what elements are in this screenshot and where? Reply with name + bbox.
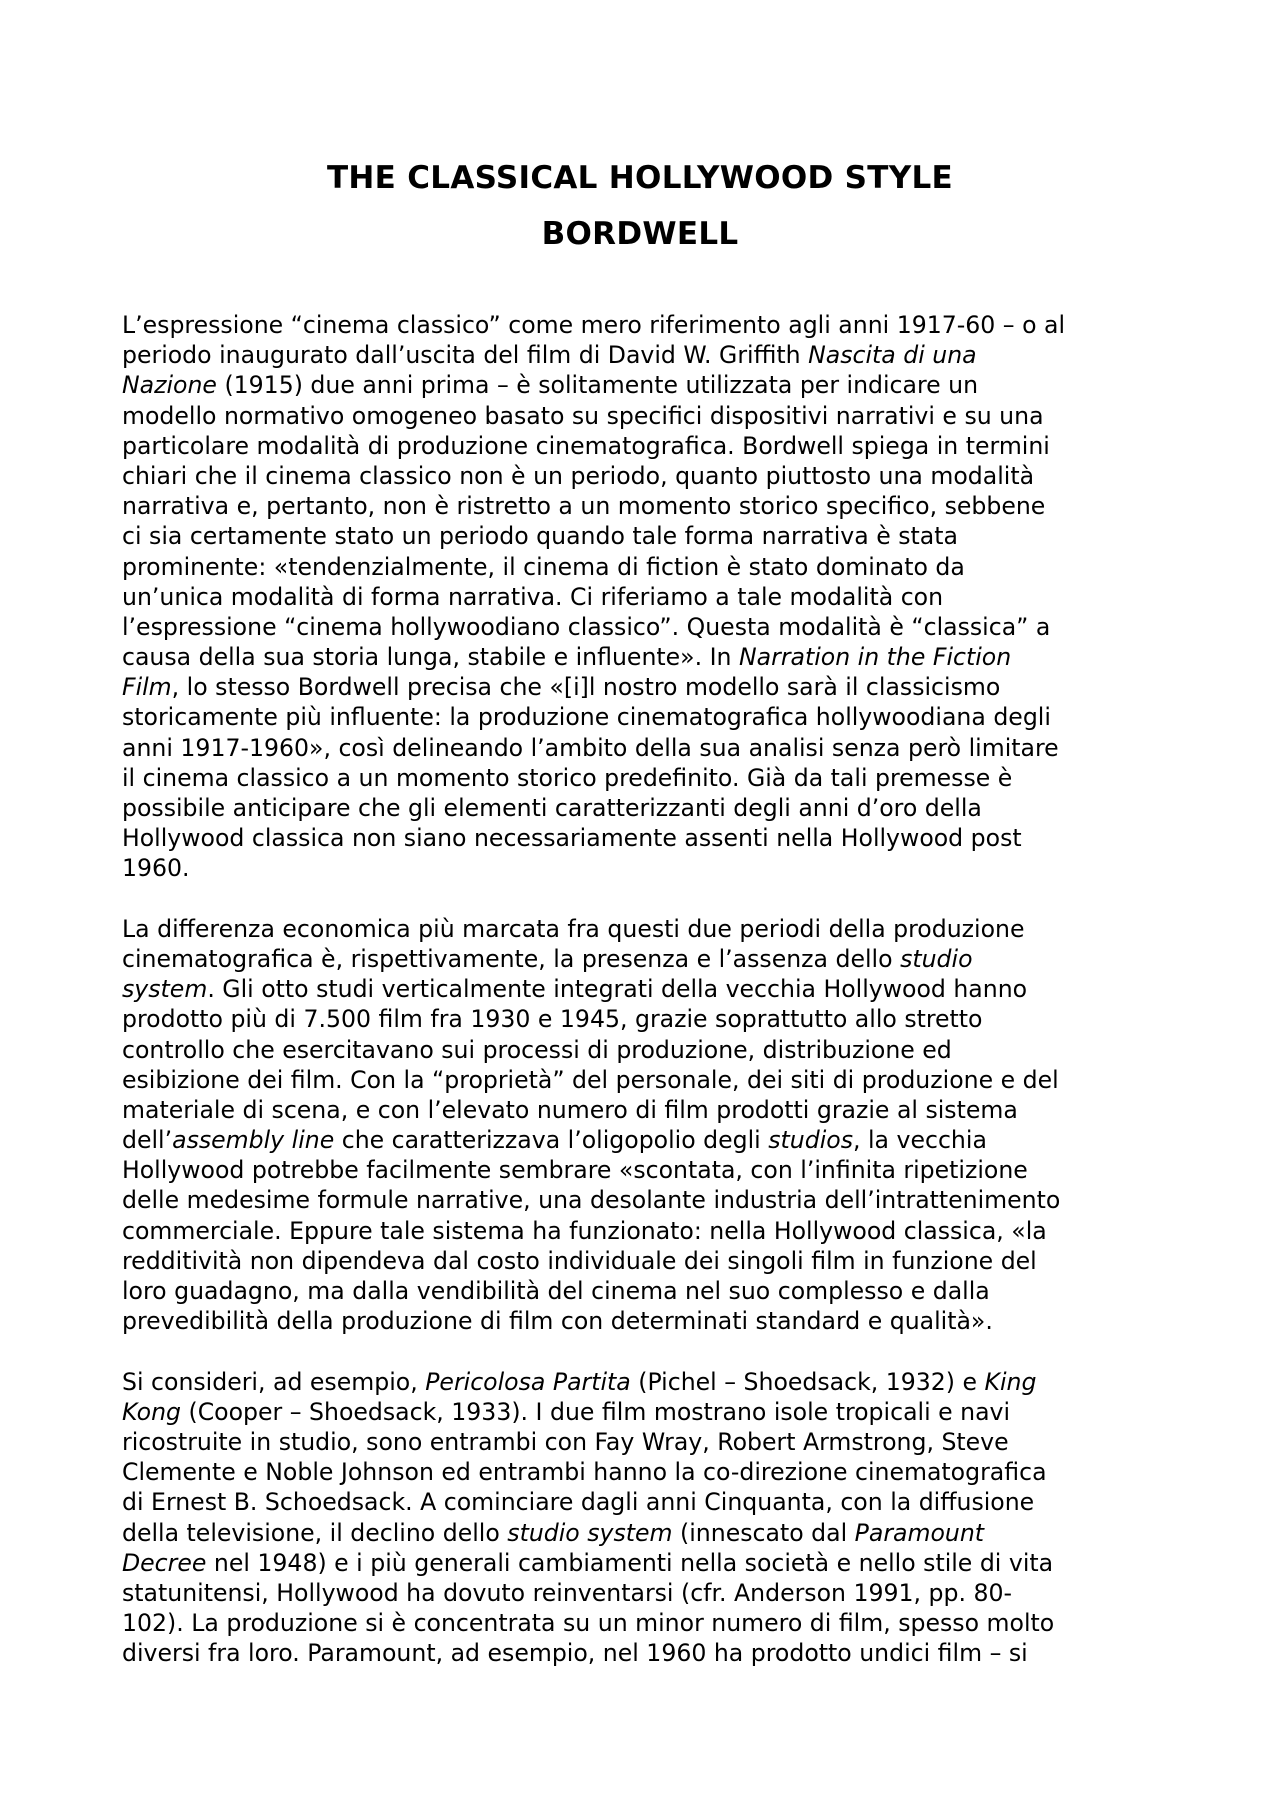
text-line	[122, 1487, 1172, 1517]
text-line	[122, 1608, 1172, 1638]
text-line	[122, 401, 1172, 431]
text-run: Hollywood potrebbe facilmente sembrare «scontata, con l’infinita ripetizione	[122, 1156, 1028, 1185]
text-run: (Cooper – Shoedsack, 1933). I due film mostrano isole tropicali e navi	[181, 1397, 1011, 1426]
text-run: cinematografica è, rispettivamente, la presenza e l’assenza dello	[122, 944, 901, 973]
text-run: un’unica modalità di forma narrativa. Ci riferiamo a tale modalità con	[122, 582, 944, 611]
text-run: statunitensi, Hollywood ha dovuto reinventarsi (cfr. Anderson 1991, pp. 80-	[122, 1578, 1013, 1607]
italic-run: Paramount	[854, 1518, 985, 1547]
text-run: (innescato dal	[672, 1518, 855, 1547]
text-run: Si consideri, ad esempio,	[122, 1367, 426, 1396]
text-line	[122, 1004, 1172, 1034]
italic-run: King	[984, 1367, 1037, 1396]
text-line	[122, 1578, 1172, 1608]
text-line	[122, 1306, 1172, 1336]
text-run: prodotto più di 7.500 film fra 1930 e 1945, grazie soprattutto allo stretto	[122, 1005, 983, 1034]
italic-run: Nazione	[122, 371, 217, 400]
text-run: materiale di scena, e con l’elevato numero di film prodotti grazie al sistema	[122, 1095, 1018, 1124]
text-run: , la vecchia	[853, 1126, 987, 1155]
text-run: commerciale. Eppure tale sistema ha funzionato: nella Hollywood classica, «la	[122, 1216, 1047, 1245]
italic-run: studio	[900, 944, 973, 973]
text-run: che caratterizzava l’oligopolio degli	[334, 1126, 769, 1155]
text-line	[122, 1125, 1172, 1155]
text-line	[122, 340, 1172, 370]
italic-run: assembly line	[172, 1126, 335, 1155]
text-line	[122, 702, 1172, 732]
text-line	[122, 582, 1172, 612]
italic-run: Nascita di una	[808, 341, 977, 370]
text-run: causa della sua storia lunga, stabile e influente». In	[122, 643, 740, 672]
text-line	[122, 370, 1172, 400]
text-run: ci sia certamente stato un periodo quando tale forma narrativa è stata	[122, 522, 958, 551]
text-line	[122, 552, 1172, 582]
text-run: dell’	[122, 1126, 173, 1155]
text-run: nel 1948) e i più generali cambiamenti nella società e nello stile di vita	[206, 1548, 1054, 1577]
text-run: loro guadagno, ma dalla vendibilità del cinema nel suo complesso e dalla	[122, 1277, 990, 1305]
text-line	[122, 672, 1172, 702]
text-line	[122, 1185, 1172, 1215]
text-run: Hollywood classica non siano necessariamente assenti nella Hollywood post	[122, 824, 1022, 853]
text-line	[122, 1155, 1172, 1185]
text-run: l’espressione “cinema hollywoodiano classico”. Questa modalità è “classica” a	[122, 612, 1051, 641]
paragraph	[122, 1367, 1172, 1669]
italic-run: system	[122, 975, 208, 1004]
text-run: 1960.	[122, 854, 190, 883]
text-line	[122, 1397, 1172, 1427]
text-run: il cinema classico a un momento storico predefinito. Già da tali premesse è	[122, 763, 1013, 792]
text-line	[122, 974, 1172, 1004]
body-text	[122, 310, 1172, 1699]
italic-run: Kong	[122, 1397, 181, 1426]
italic-run: Pericolosa Partita	[425, 1367, 631, 1396]
text-line	[122, 1276, 1172, 1306]
text-line	[122, 1065, 1172, 1095]
italic-run: Narration in the Fiction	[739, 643, 1012, 672]
text-line	[122, 823, 1172, 853]
text-run: prevedibilità della produzione di film con determinati standard e qualità».	[122, 1307, 993, 1336]
text-line	[122, 1638, 1172, 1668]
text-run: narrativa e, pertanto, non è ristretto a un momento storico specifico, sebbene	[122, 492, 1046, 521]
text-run: periodo inaugurato dall’uscita del film di David W. Griffith	[122, 341, 809, 370]
text-line	[122, 642, 1172, 672]
text-line	[122, 521, 1172, 551]
text-run: La differenza economica più marcata fra questi due periodi della produzione	[122, 914, 1025, 943]
paragraph	[122, 914, 1172, 1337]
text-line	[122, 944, 1172, 974]
text-line	[122, 793, 1172, 823]
text-line	[122, 1367, 1172, 1397]
text-line	[122, 914, 1172, 944]
text-line	[122, 853, 1172, 883]
text-run: chiari che il cinema classico non è un periodo, quanto piuttosto una modalità	[122, 461, 1035, 490]
document-title: THE CLASSICAL HOLLYWOOD STYLE	[326, 160, 954, 196]
text-line	[122, 310, 1172, 340]
text-run: Clemente e Noble Johnson ed entrambi hanno la co-direzione cinematografica	[122, 1458, 1047, 1487]
title-block	[0, 150, 1280, 262]
text-run: controllo che esercitavano sui processi di produzione, distribuzione ed	[122, 1035, 952, 1064]
text-line	[122, 1457, 1172, 1487]
text-run: diversi fra loro. Paramount, ad esempio, nel 1960 ha prodotto undici film – si	[122, 1639, 1028, 1668]
italic-run: Film	[122, 673, 172, 702]
text-run: anni 1917-1960», così delineando l’ambito della sua analisi senza però limitare	[122, 733, 1059, 762]
text-line	[122, 491, 1172, 521]
italic-run: studios	[768, 1126, 853, 1155]
text-run: , lo stesso Bordwell precisa che «[i]l nostro modello sarà il classicismo	[171, 673, 1001, 702]
text-line	[122, 1035, 1172, 1065]
text-run: (1915) due anni prima – è solitamente utilizzata per indicare un	[216, 371, 979, 400]
text-run: L’espressione “cinema classico” come mero riferimento agli anni 1917-60 – o al	[122, 311, 1066, 339]
text-line	[122, 1518, 1172, 1548]
text-line	[122, 1095, 1172, 1125]
text-line	[122, 1427, 1172, 1457]
text-run: delle medesime formule narrative, una desolante industria dell’intrattenimento	[122, 1186, 1061, 1215]
text-run: modello normativo omogeneo basato su specifici dispositivi narrativi e su una	[122, 401, 1044, 430]
text-line	[122, 733, 1172, 763]
text-line	[122, 1246, 1172, 1276]
italic-run: Decree	[122, 1548, 207, 1577]
text-run: 102). La produzione si è concentrata su un minor numero di film, spesso molto	[122, 1609, 1055, 1638]
text-run: redditività non dipendeva dal costo individuale dei singoli film in funzione del	[122, 1246, 1037, 1275]
text-run: della televisione, il declino dello	[122, 1518, 508, 1547]
text-run: esibizione dei film. Con la “proprietà” del personale, dei siti di produzione e del	[122, 1065, 1059, 1094]
text-run: particolare modalità di produzione cinematografica. Bordwell spiega in termini	[122, 431, 1050, 460]
document-author: BORDWELL	[541, 216, 739, 252]
text-run: storicamente più influente: la produzione cinematografica hollywoodiana degli	[122, 703, 1051, 732]
text-run: di Ernest B. Schoedsack. A cominciare dagli anni Cinquanta, con la diffusione	[122, 1488, 1035, 1517]
text-run: ricostruite in studio, sono entrambi con Fay Wray, Robert Armstrong, Steve	[122, 1427, 1009, 1456]
text-line	[122, 763, 1172, 793]
text-line	[122, 431, 1172, 461]
text-line	[122, 461, 1172, 491]
italic-run: studio system	[507, 1518, 673, 1547]
text-line	[122, 612, 1172, 642]
text-run: . Gli otto studi verticalmente integrati della vecchia Hollywood hanno	[207, 975, 1028, 1004]
text-run: possibile anticipare che gli elementi caratterizzanti degli anni d’oro della	[122, 794, 982, 822]
text-line	[122, 1216, 1172, 1246]
text-run: prominente: «tendenzialmente, il cinema di fiction è stato dominato da	[122, 552, 965, 581]
paragraph	[122, 310, 1172, 884]
text-run: (Pichel – Shoedsack, 1932) e	[630, 1367, 985, 1396]
text-line	[122, 1548, 1172, 1578]
